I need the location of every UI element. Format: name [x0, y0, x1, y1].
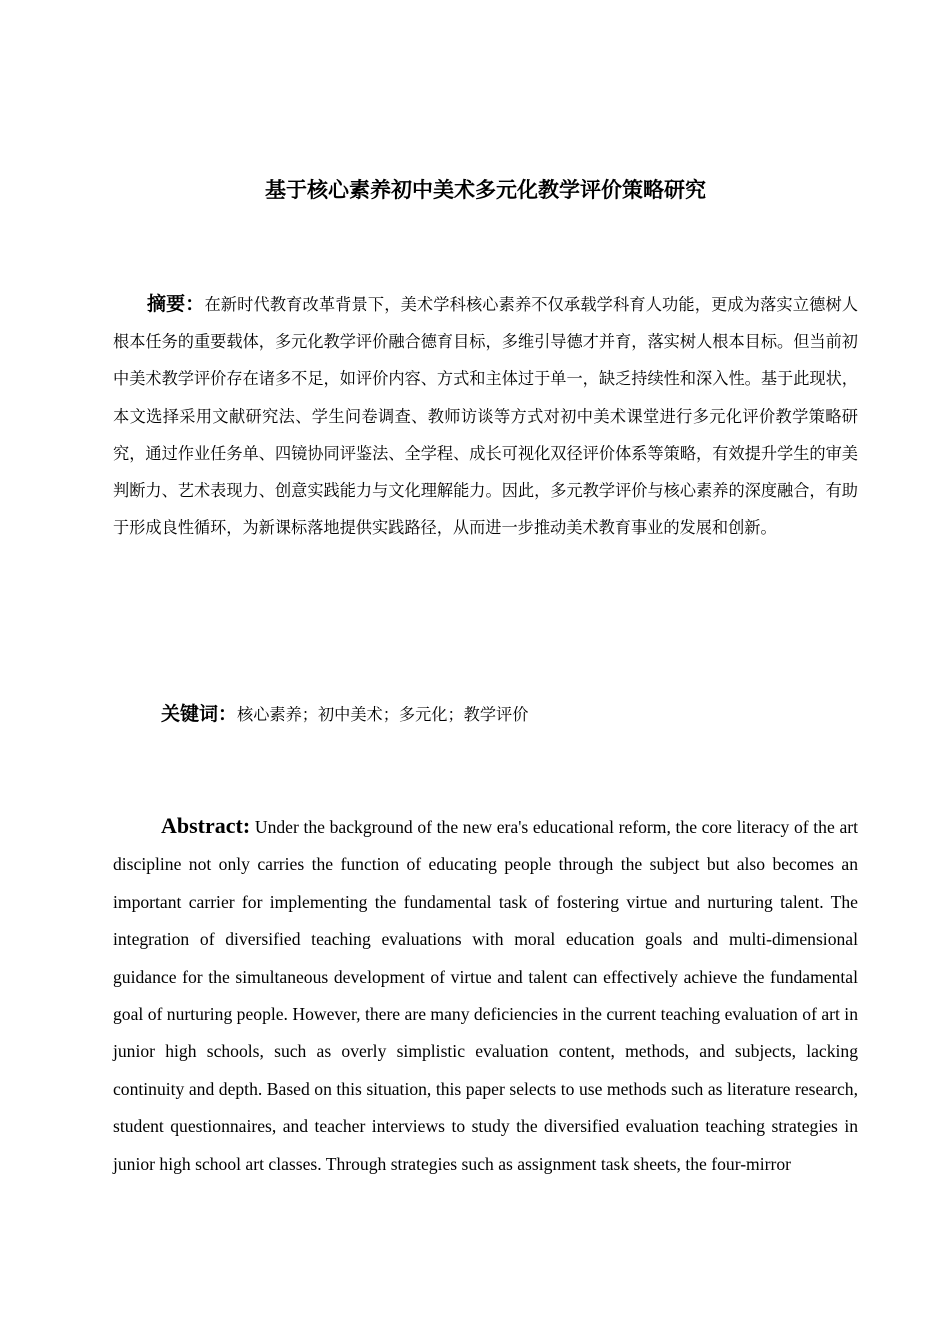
- chinese-keywords-text: 核心素养；初中美术；多元化；教学评价: [237, 705, 529, 724]
- chinese-keywords-label: 关键词：: [161, 703, 238, 725]
- chinese-abstract-label: 摘要：: [147, 293, 205, 315]
- chinese-abstract-text: 在新时代教育改革背景下，美术学科核心素养不仅承载学科育人功能，更成为落实立德树人根本任务的重要载体，多元化教学评价融合德育目标，多维引导德才并育，落实树人根本目标。但当前初中美术教学评价存在诸多不足，如评价内容、方式和主体过于单一，缺乏持续性和深入性。基于此现状，本文选择采用文献研究法、学生问卷调查、教师访谈等方式对初中美术课堂进行多元化评价教学策略研究，通过作业任务单、四镜协同评鉴法、全学程、成长可视化双径评价体系等策略，有效提升学生的审美判断力、艺术表现力、创意实践能力与文化理解能力。因此，多元教学评价与核心素养的深度融合，有助于形成良性循环，为新课标落地提供实践路径，从而进一步推动美术教育事业的发展和创新。: [113, 295, 858, 538]
- english-abstract-label: Abstract:: [161, 813, 251, 838]
- english-abstract: [113, 807, 858, 1183]
- english-abstract-text: Under the background of the new era's educational reform, the core literacy of the art discipline not only carries the function of educating people through the subject but also becomes an important carrier for implementing the fundamental task of fostering virtue and nurturing talent. The integration of diversified teaching evaluations with moral education goals and multi-dimensional guidance for the simultaneous development of virtue and talent can effectively achieve the fundamental goal of nurturing people. However, there are many deficiencies in the current teaching evaluation of art in junior high schools, such as overly simplistic evaluation content, methods, and subjects, lacking continuity and depth. Based on this situation, this paper selects to use methods such as literature research, student questionnaires, and teacher interviews to study the diversified evaluation teaching strategies in junior high school art classes. Through strategies such as assignment task sheets, the four-mirror: [113, 817, 858, 1174]
- page-title: 基于核心素养初中美术多元化教学评价策略研究: [265, 178, 706, 202]
- chinese-abstract: [113, 286, 858, 546]
- chinese-keywords: [113, 697, 858, 732]
